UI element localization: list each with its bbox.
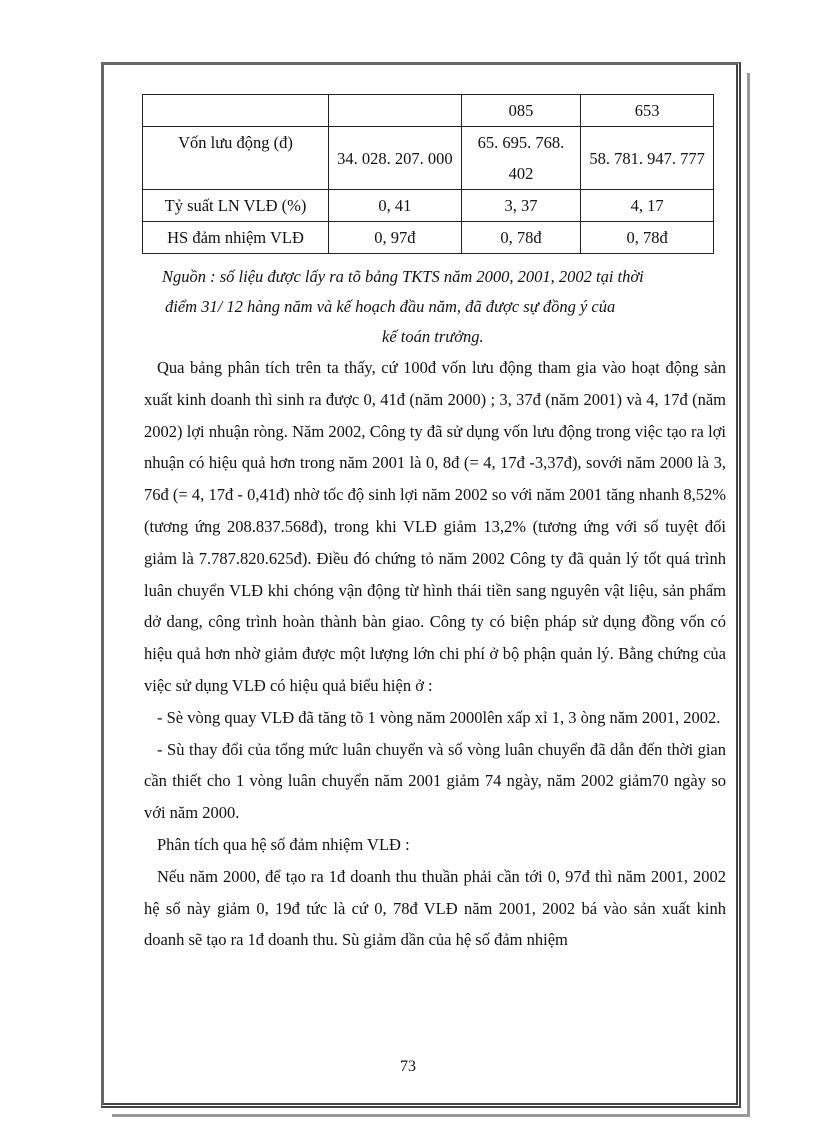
source-line: Nguồn : số liệu được lấy ra tõ bảng TKTS năm 2000, 2001, 2002 tại thời — [162, 267, 644, 286]
table-source-note — [162, 262, 717, 352]
table-cell: 58. 781. 947. 777 — [581, 127, 714, 190]
table-cell: 0, 78đ — [461, 222, 581, 254]
table-row — [143, 222, 714, 254]
paragraph: Phân tích qua hệ số đảm nhiệm VLĐ : — [157, 834, 410, 854]
table-cell — [328, 95, 461, 127]
body-text — [144, 352, 726, 956]
table-row — [143, 190, 714, 222]
table-cell: 653 — [581, 95, 714, 127]
table-cell: 4, 17 — [581, 190, 714, 222]
paragraph: Nếu năm 2000, để tạo ra 1đ doanh thu thuần phải cần tới 0, 97đ thì năm 2001, 2002 hệ số này giảm 0, 19đ tức là cứ 0, 78đ VLĐ năm 2001, 2002 bá vào sản xuất kinh doanh sẽ tạo ra 1đ doanh thu. Sù giảm dần của hệ số đảm nhiệm — [144, 866, 726, 950]
row-label-profit-rate: Tỷ suất LN VLĐ (%) — [143, 190, 329, 222]
table-cell: 3, 37 — [461, 190, 581, 222]
paragraph: - Sù thay đổi của tổng mức luân chuyển và số vòng luân chuyển đã dẫn đến thời gian cần thiết cho 1 vòng luân chuyển năm 2001 giảm 74 ngày, năm 2002 giảm70 ngày so với năm 2000. — [144, 739, 726, 823]
row-label-coefficient: HS đảm nhiệm VLĐ — [143, 222, 329, 254]
table-cell: 65. 695. 768. 402 — [461, 127, 581, 190]
table-cell: 085 — [461, 95, 581, 127]
table-cell — [143, 95, 329, 127]
table-cell: 0, 97đ — [328, 222, 461, 254]
paragraph: Qua bảng phân tích trên ta thấy, cứ 100đ vốn lưu động tham gia vào hoạt động sản xuất kinh doanh thì sinh ra được 0, 41đ (năm 2000) ; 3, 37đ (năm 2001) và 4, 17đ (năm 2002) lợi nhuận ròng. Năm 2002, Công ty đã sử dụng vốn lưu động trong việc tạo ra lợi nhuận có hiệu quả hơn trong năm 2001 là 0, 8đ (= 4, 17đ -3,37đ), sovới năm 2000 là 3, 76đ (= 4, 17đ - 0,41đ) nhờ tốc độ sinh lợi năm 2002 so với năm 2001 tăng nhanh 8,52% (tương ứng 208.837.568đ), trong khi VLĐ giảm 13,2% (tương ứng với số tuyệt đối giảm là 7.787.820.625đ). Điều đó chứng tỏ năm 2002 Công ty đã quản lý tốt quá trình luân chuyển VLĐ khi chóng vận động từ hình thái tiền sang nguyên vật liệu, sản phẩm dở dang, công trình hoàn thành bàn giao. Công ty có biện pháp sử dụng đồng vốn có hiệu quả hơn nhờ giảm được một lượng lớn chi phí ở bộ phận quản lý. Bằng chứng của việc sử dụng VLĐ có hiệu quả biểu hiện ở : — [144, 358, 726, 695]
paragraph: - Sè vòng quay VLĐ đã tăng tõ 1 vòng năm 2000lên xấp xỉ 1, 3 òng năm 2001, 2002. — [157, 707, 721, 727]
row-label-working-capital: Vốn lưu động (đ) — [143, 127, 329, 190]
page-number: 73 — [400, 1058, 416, 1075]
table-row — [143, 95, 714, 127]
analysis-table — [142, 94, 714, 254]
table-row — [143, 127, 714, 190]
source-line: kế toán trưởng. — [382, 327, 484, 346]
table-cell: 0, 78đ — [581, 222, 714, 254]
table-cell: 34. 028. 207. 000 — [328, 127, 461, 190]
table-cell: 0, 41 — [328, 190, 461, 222]
source-line: điểm 31/ 12 hàng năm và kế hoạch đầu năm, đã được sự đồng ý của — [165, 297, 616, 316]
